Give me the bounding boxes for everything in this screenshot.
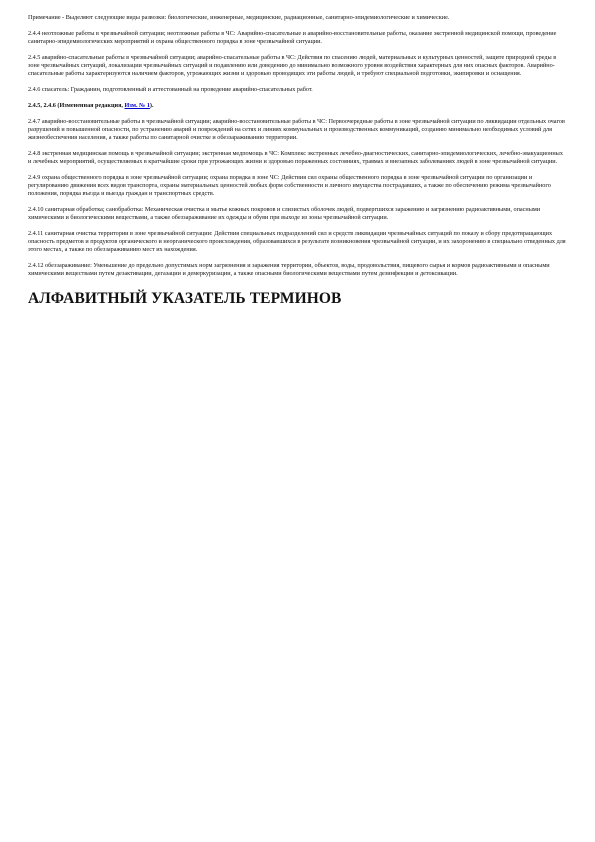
- paragraph-number: 2.4.8: [28, 150, 41, 157]
- paragraph-2-4-9: [28, 174, 566, 198]
- paragraph-2-4-11: [28, 230, 566, 254]
- document-page: [28, 14, 566, 308]
- paragraph-number: 2.4.6: [28, 86, 41, 93]
- paragraph-2-4-6: [28, 86, 566, 94]
- amendment-link[interactable]: Изм. № 1: [124, 102, 150, 109]
- paragraph-2-4-4: [28, 30, 566, 46]
- paragraph-2-4-10: [28, 206, 566, 222]
- section-heading: АЛФАВИТНЫЙ УКАЗАТЕЛЬ ТЕРМИНОВ: [28, 290, 342, 307]
- paragraph-text: охрана общественного порядка в зоне чрезвычайной ситуации; охрана порядка в зоне ЧС: Действия сил охраны общественного порядка в зоне чрезвычайной ситуации по организации и регулированию движения всех видов транспорта, охраны материальных ценностей любых форм собственности и личного имущества пострадавших, а также по обеспечению режима чрезвычайного положения, порядка въезда и выезда граждан и транспортных средств.: [28, 174, 551, 197]
- paragraph-number: 2.4.11: [28, 230, 44, 237]
- paragraph-text: санитарная обработка; санобработка: Механическая очистка и мытье кожных покровов и слизистых оболочек людей, подвергшихся заражению и загрязнению радиоактивными, опасными химическими и биологическими веществами, а также обеззараживание их одежды и обуви при выходе из зоны чрезвычайной ситуации.: [28, 206, 541, 221]
- paragraph-2-4-7: [28, 118, 566, 142]
- paragraph-text: экстренная медицинская помощь в чрезвычайной ситуации; экстренная медпомощь в ЧС: Комплекс экстренных лечебно-диагностических, санитарно-эпидемиологических, лечебно-эвакуационных и лечебных мероприятий, осуществляемых в кратчайшие сроки при угрожающих жизни и здоровью пораженных состояниях, травмах и внезапных заболеваниях людей в зоне чрезвычайной ситуации.: [28, 150, 563, 165]
- paragraph-text: спасатель: Гражданин, подготовленный и аттестованный на проведение аварийно-спасательных работ.: [41, 86, 313, 93]
- amendment-note: [28, 102, 566, 110]
- paragraph-text: обеззараживание: Уменьшение до предельно допустимых норм загрязнения и заражения территории, объектов, воды, продовольствия, пищевого сырья и кормов радиоактивными и опасными химическими веществами путем дезактивации, дегазации и демеркуризации, а также опасными биологическими веществами путем дезинфекции и детоксикации.: [28, 262, 550, 277]
- amendment-suffix: ).: [149, 102, 154, 109]
- paragraph-number: 2.4.9: [28, 174, 41, 181]
- paragraph-text: аварийно-восстановительные работы в чрезвычайной ситуации; аварийно-восстановительные работы в ЧС: Первоочередные работы в зоне чрезвычайной ситуации по ликвидации отдельных очагов разрушений и повышенной опасности, по устранению аварий и повреждений на сетях и линиях коммунальных и производственных коммуникаций, созданию минимально необходимых условий для жизнеобеспечения населения, а также работы по санитарной очистке и обеззараживанию территории.: [28, 118, 565, 141]
- paragraph-number: 2.4.7: [28, 118, 41, 125]
- paragraph-text: неотложные работы в чрезвычайной ситуации; неотложные работы в ЧС: Аварийно-спасательные и аварийно-восстановительные работы, оказание экстренной медицинской помощи, проведение санитарно-эпидемиологических мероприятий и охрана общественного порядка в зоне чрезвычайной ситуации.: [28, 30, 557, 45]
- paragraph-number: 2.4.10: [28, 206, 44, 213]
- note-paragraph: Примечание - Выделяют следующие виды развозки: биологические, инженерные, медицинские, радиационные, санитарно-эпидемиологические и химические.: [28, 14, 450, 21]
- amendment-prefix: 2.4.5, 2.4.6 (Измененная редакция,: [28, 102, 123, 109]
- paragraph-number: 2.4.4: [28, 30, 41, 37]
- paragraph-number: 2.4.12: [28, 262, 44, 269]
- paragraph-2-4-8: [28, 150, 566, 166]
- paragraph-text: санитарная очистка территории в зоне чрезвычайной ситуации: Действия специальных подразделений сил и средств ликвидации чрезвычайных ситуаций по показу и сбору предотвращающих опасность предметов и продуктов органического и неорганического происхождения, образовавшихся в результате возникновения чрезвычайной ситуации, и их захоронению в специально отведенных для этого местах, а также по обеззараживанию мест их нахождения.: [28, 230, 566, 253]
- paragraph-number: 2.4.5: [28, 54, 41, 61]
- paragraph-2-4-5: [28, 54, 566, 78]
- paragraph-text: аварийно-спасательные работы в чрезвычайной ситуации; аварийно-спасательные работы в ЧС: Действия по спасению людей, материальных и культурных ценностей, защите природной среды в зоне чрезвычайных ситуаций, локализации чрезвычайных ситуаций и подавлению или доведению до минимально возможного уровня воздействия характерных для них опасных факторов. Аварийно-спасательные работы характеризуются наличием факторов, угрожающих жизни и здоровью проводящих эти работы людей, и требуют специальной подготовки, экипировки и оснащения.: [28, 54, 557, 77]
- paragraph-2-4-12: [28, 262, 566, 278]
